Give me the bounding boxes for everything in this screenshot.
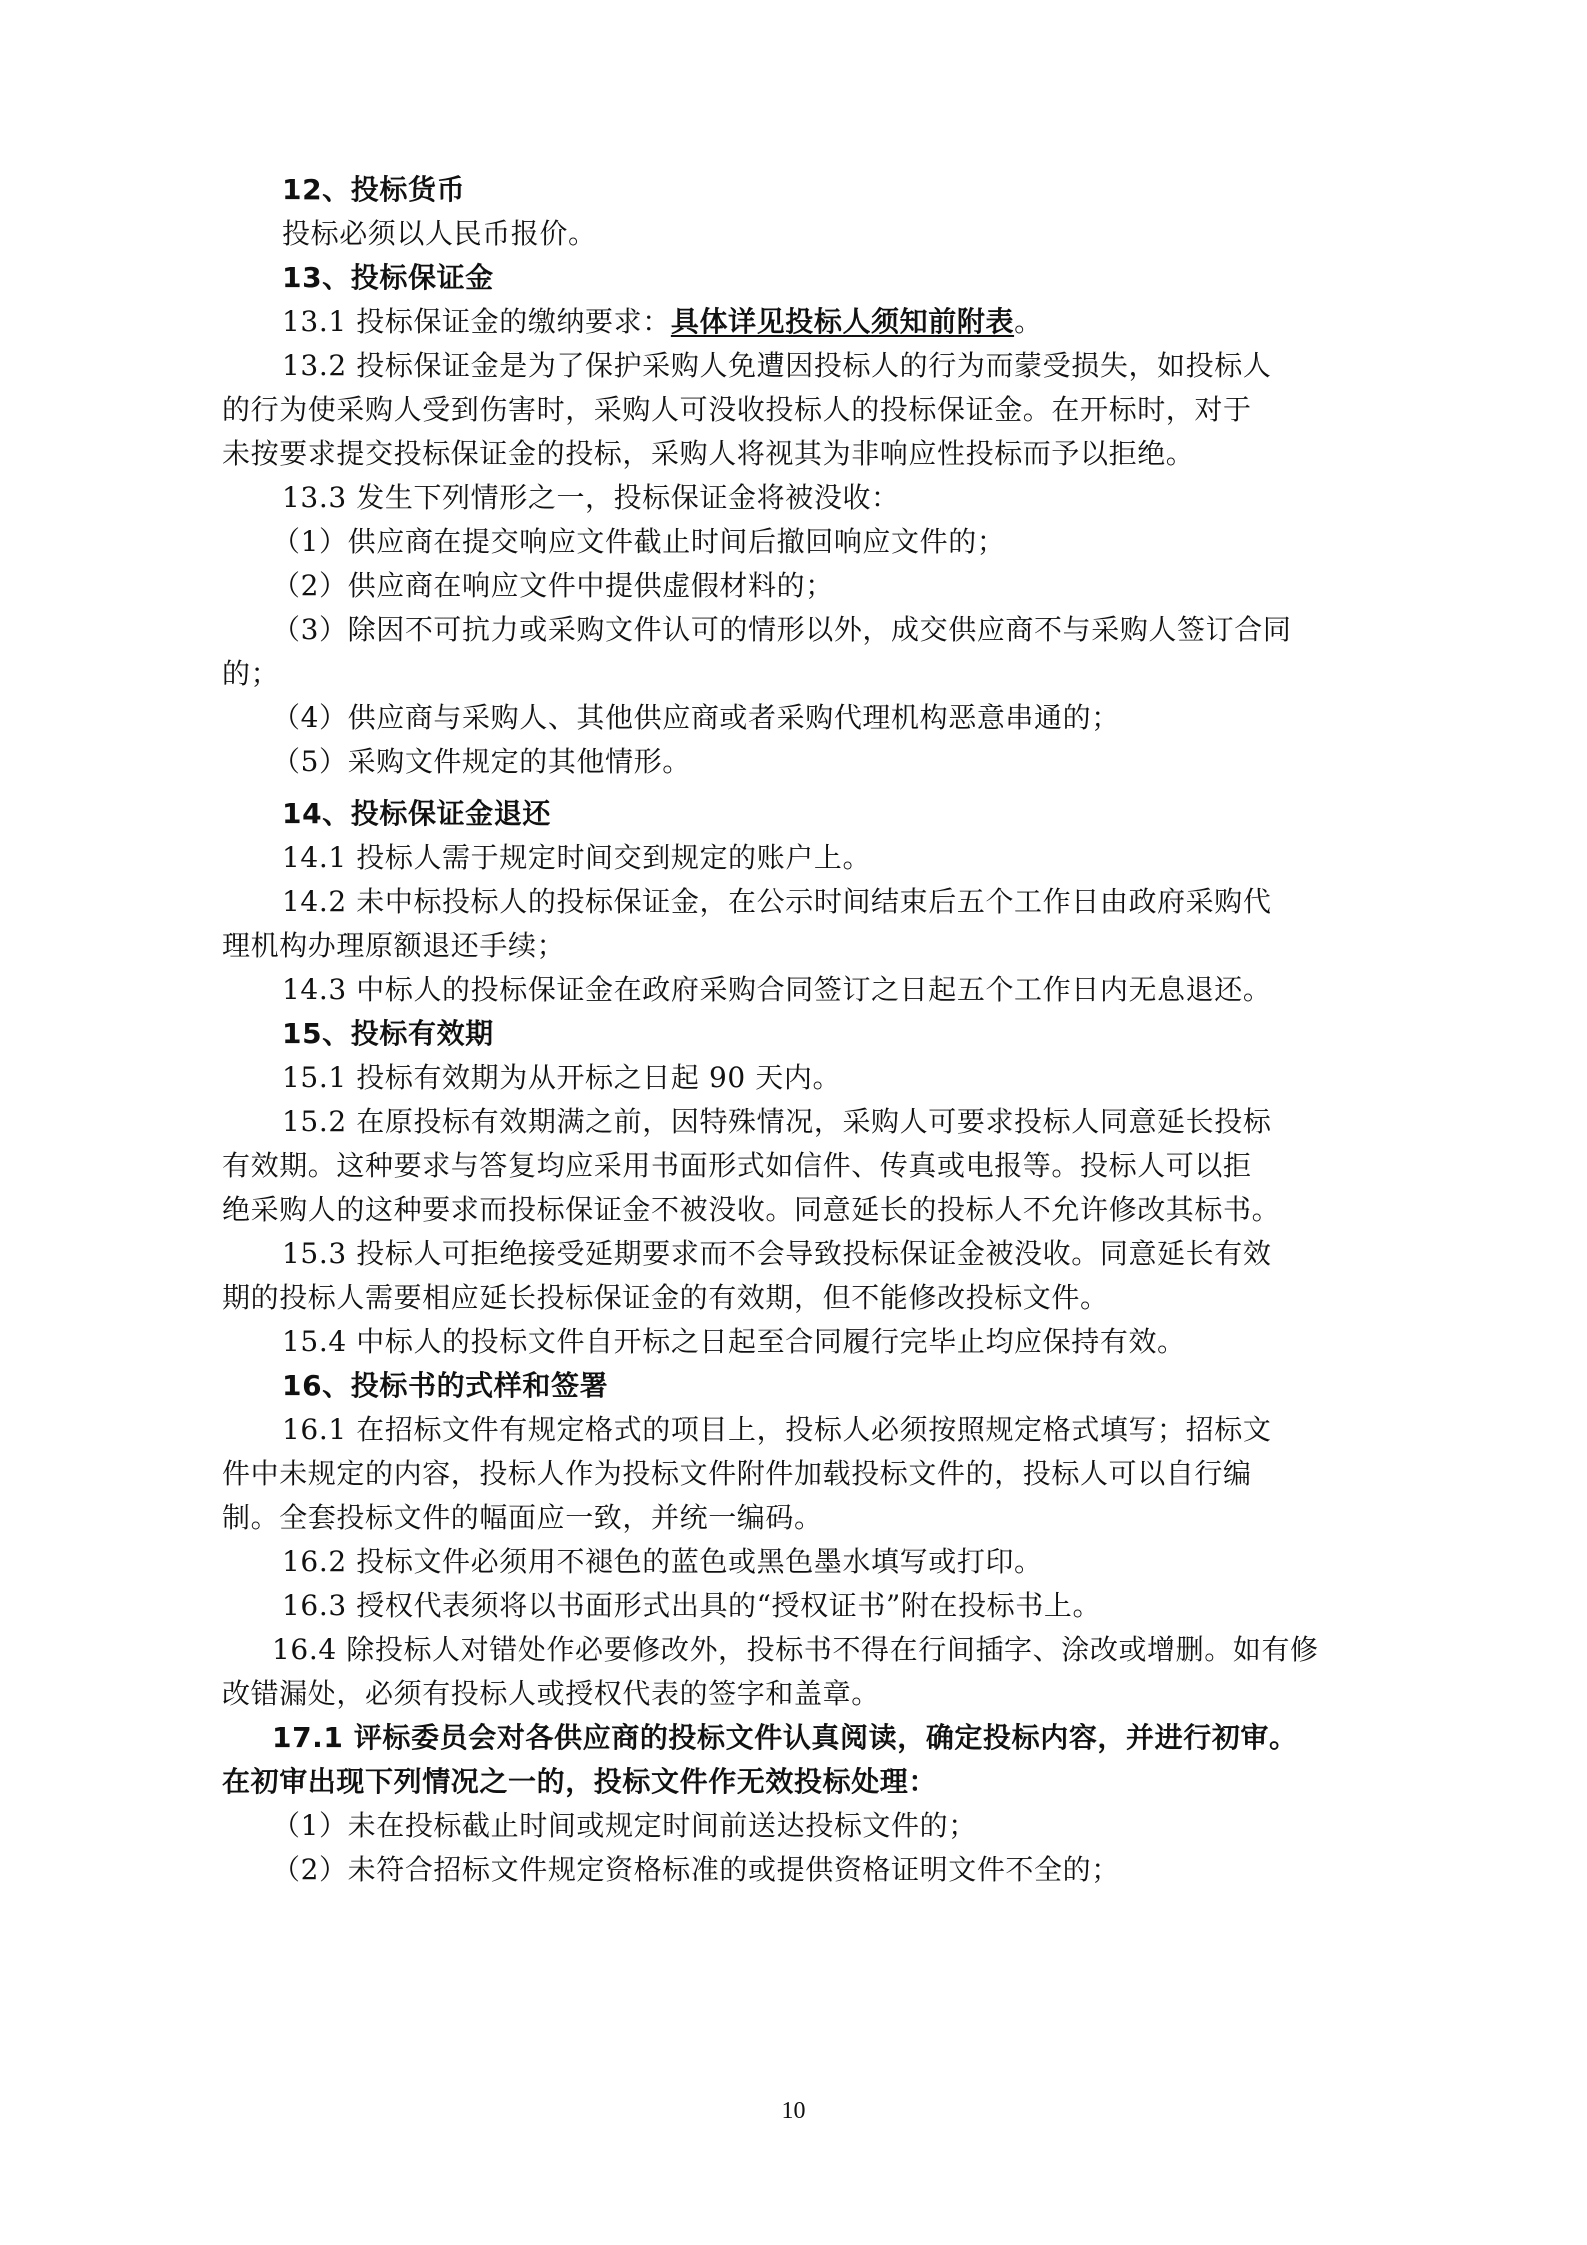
paragraph-16-4: 16.4 除投标人对错处作必要修改外，投标书不得在行间插字、涂改或增删。如有修 <box>272 1633 1319 1666</box>
paragraph: 投标必须以人民币报价。 <box>282 217 597 250</box>
list-item: （4）供应商与采购人、其他供应商或者采购代理机构恶意串通的； <box>272 701 1120 734</box>
list-item: （3）除因不可抗力或采购文件认可的情形以外，成交供应商不与采购人签订合同 <box>272 613 1292 646</box>
list-item: （2）未符合招标文件规定资格标准的或提供资格证明文件不全的； <box>272 1853 1120 1886</box>
section-heading-16: 16、投标书的式样和签署 <box>282 1369 609 1402</box>
paragraph-line: 制。全套投标文件的幅面应一致，并统一编码。 <box>222 1501 823 1534</box>
paragraph-13-3: 13.3 发生下列情形之一，投标保证金将被没收： <box>282 481 900 514</box>
paragraph-line: 绝采购人的这种要求而投标保证金不被没收。同意延长的投标人不允许修改其标书。 <box>222 1193 1281 1226</box>
paragraph-17-1: 17.1 评标委员会对各供应商的投标文件认真阅读，确定投标内容，并进行初审。 <box>272 1721 1298 1754</box>
list-item: （2）供应商在响应文件中提供虚假材料的； <box>272 569 834 602</box>
paragraph-14-1: 14.1 投标人需于规定时间交到规定的账户上。 <box>282 841 872 874</box>
paragraph-15-2: 15.2 在原投标有效期满之前，因特殊情况，采购人可要求投标人同意延长投标 <box>282 1105 1272 1138</box>
paragraph-14-3: 14.3 中标人的投标保证金在政府采购合同签订之日起五个工作日内无息退还。 <box>282 973 1272 1006</box>
paragraph-16-1: 16.1 在招标文件有规定格式的项目上，投标人必须按照规定格式填写；招标文 <box>282 1413 1272 1446</box>
list-item: （5）采购文件规定的其他情形。 <box>272 745 691 778</box>
text: 。 <box>1014 305 1043 338</box>
section-heading-14: 14、投标保证金退还 <box>282 797 551 830</box>
paragraph-16-3: 16.3 授权代表须将以书面形式出具的“授权证书”附在投标书上。 <box>282 1589 1102 1622</box>
paragraph-line: 在初审出现下列情况之一的，投标文件作无效投标处理： <box>222 1765 938 1798</box>
paragraph-line: 理机构办理原额退还手续； <box>222 929 566 962</box>
paragraph-16-2: 16.2 投标文件必须用不褪色的蓝色或黑色墨水填写或打印。 <box>282 1545 1043 1578</box>
paragraph-line: 的； <box>222 657 280 690</box>
reference-link-text: 具体详见投标人须知前附表 <box>670 305 1015 338</box>
paragraph-line: 期的投标人需要相应延长投标保证金的有效期，但不能修改投标文件。 <box>222 1281 1109 1314</box>
paragraph-13-2: 13.2 投标保证金是为了保护采购人免遭因投标人的行为而蒙受损失，如投标人 <box>282 349 1272 382</box>
paragraph-15-1: 15.1 投标有效期为从开标之日起 90 天内。 <box>282 1061 842 1094</box>
document-body <box>222 168 1382 1892</box>
list-item: （1）未在投标截止时间或规定时间前送达投标文件的； <box>272 1809 977 1842</box>
section-heading-12: 12、投标货币 <box>282 173 466 206</box>
list-item: （1）供应商在提交响应文件截止时间后撤回响应文件的； <box>272 525 1006 558</box>
section-heading-13: 13、投标保证金 <box>282 261 494 294</box>
paragraph-line: 件中未规定的内容，投标人作为投标文件附件加载投标文件的，投标人可以自行编 <box>222 1457 1252 1490</box>
paragraph-line: 有效期。这种要求与答复均应采用书面形式如信件、传真或电报等。投标人可以拒 <box>222 1149 1252 1182</box>
paragraph-line: 未按要求提交投标保证金的投标，采购人将视其为非响应性投标而予以拒绝。 <box>222 437 1195 470</box>
paragraph-line: 的行为使采购人受到伤害时，采购人可没收投标人的投标保证金。在开标时，对于 <box>222 393 1252 426</box>
paragraph-13-1 <box>222 300 1382 344</box>
text: 13.1 投标保证金的缴纳要求： <box>282 305 671 338</box>
paragraph-15-3: 15.3 投标人可拒绝接受延期要求而不会导致投标保证金被没收。同意延长有效 <box>282 1237 1272 1270</box>
page-number: 10 <box>781 2098 806 2124</box>
section-heading-15: 15、投标有效期 <box>282 1017 494 1050</box>
paragraph-15-4: 15.4 中标人的投标文件自开标之日起至合同履行完毕止均应保持有效。 <box>282 1325 1186 1358</box>
paragraph-line: 改错漏处，必须有投标人或授权代表的签字和盖章。 <box>222 1677 880 1710</box>
paragraph-14-2: 14.2 未中标投标人的投标保证金，在公示时间结束后五个工作日由政府采购代 <box>282 885 1272 918</box>
